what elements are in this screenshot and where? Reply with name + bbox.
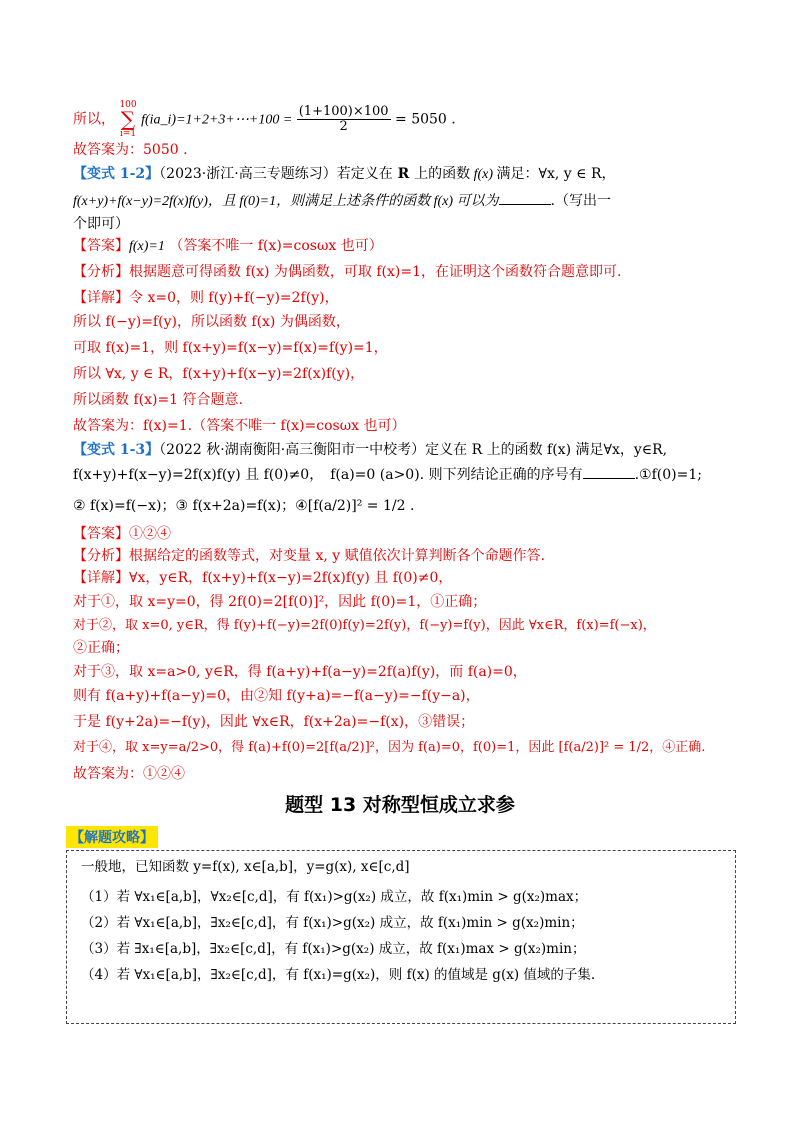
detail-1-line4: 所以 ∀x, y ∈ R，f(x+y)+f(x−y)=2f(x)f(y)， [73, 366, 365, 382]
detail-2-line8: 对于④，取 x=y=a/2>0，得 f(a)+f(0)=2[f(a/2)]²，因为 f(a)=0，f(0)=1，因此 [f(a/2)]² = 1/2，④正确. [73, 740, 706, 755]
variant-1-2-line3: 个即可） [73, 216, 129, 232]
answer-blank [583, 464, 635, 479]
answer-1: 【答案】f(x)=1 （答案不唯一 f(x)=cosωx 也可） [73, 238, 383, 254]
variant-1-3-line2: f(x+y)+f(x−y)=2f(x)f(y) 且 f(0)≠0， f(a)=0 (a>0). 则下列结论正确的序号有 .①f(0)=1; [73, 464, 702, 485]
analysis-2: 【分析】根据给定的函数等式，对变量 x, y 赋值依次计算判断各个命题作答. [73, 548, 546, 564]
analysis-1: 【分析】根据题意可得函数 f(x) 为偶函数，可取 f(x)=1，在证明这个函数符合题意即可. [73, 264, 622, 280]
detail-2-line5: 对于③，取 x=a>0, y∈R，得 f(a+y)+f(a−y)=2f(a)f(y)，而 f(a)=0， [73, 664, 527, 680]
tip-line-3: （3）若 ∃x₁∈[a,b]，∃x₂∈[c,d]，有 f(x₁)>g(x₂) 成立，故 f(x₁)max > g(x₂)min； [81, 941, 586, 957]
detail-2-line4: ②正确； [73, 640, 129, 656]
detail-2: 【详解】∀x，y∈R，f(x+y)+f(x−y)=2f(x)f(y) 且 f(0)≠0， [73, 570, 453, 586]
tip-label: 【解题攻略】 [66, 826, 158, 848]
variant-1-2-line2: f(x+y)+f(x−y)=2f(x)f(y)，且 f(0)=1，则满足上述条件的函数 f(x) 可以为 .（写出一 [73, 190, 611, 212]
tip-box [66, 850, 736, 1024]
tip-line-0: 一般地，已知函数 y=f(x), x∈[a,b]，y=g(x), x∈[c,d] [81, 859, 410, 875]
variant-1-3-line3: ② f(x)=f(−x)；③ f(x+2a)=f(x)；④[f(a/2)]² = 1/2 . [73, 498, 415, 514]
tip-line-2: （2）若 ∀x₁∈[a,b]，∃x₂∈[c,d]，有 f(x₁)>g(x₂) 成立，故 f(x₁)min > g(x₂)min； [81, 915, 584, 931]
tip-line-4: （4）若 ∀x₁∈[a,b]，∃x₂∈[c,d]，有 f(x₁)=g(x₂)，则 f(x) 的值域是 g(x) 值域的子集. [81, 967, 596, 983]
detail-1: 【详解】令 x=0，则 f(y)+f(−y)=2f(y)， [73, 290, 339, 306]
detail-1-line5: 所以函数 f(x)=1 符合题意. [73, 392, 243, 408]
sum-line: 所以， 100 ∑ i=1 f(ia_i)=1+2+3+⋯+100 = $\frac{(1+100)\times 100}{2}$ = 5050 . [73, 100, 456, 139]
sum-symbol: 100 ∑ i=1 [119, 100, 137, 139]
detail-1-line6: 故答案为：f(x)=1.（答案不唯一 f(x)=cosωx 也可） [73, 418, 406, 434]
detail-2-line3: 对于②，取 x=0, y∈R，得 f(y)+f(−y)=2f(0)f(y)=2f(y)，f(−y)=f(y)，因此 ∀x∈R，f(x)=f(−x)， [73, 618, 656, 633]
detail-1-line2: 所以 f(−y)=f(y)，所以函数 f(x) 为偶函数， [73, 314, 350, 330]
answer-line: 故答案为：5050 . [73, 142, 188, 158]
answer-blank [499, 190, 551, 205]
section-title: 题型 13 对称型恒成立求参 [285, 794, 515, 816]
variant-1-2: 【变式 1-2】（2023·浙江·高三专题练习）若定义在 R 上的函数 f(x) 满足：∀x, y ∈ R， [73, 166, 616, 182]
detail-2-line7: 于是 f(y+2a)=−f(y)，因此 ∀x∈R，f(x+2a)=−f(x)，③错误； [73, 714, 475, 730]
detail-1-line3: 可取 f(x)=1，则 f(x+y)=f(x−y)=f(x)=f(y)=1， [73, 340, 388, 356]
answer-2: 【答案】①②④ [73, 526, 171, 542]
tip-line-1: （1）若 ∀x₁∈[a,b]，∀x₂∈[c,d]，有 f(x₁)>g(x₂) 成立，故 f(x₁)min > g(x₂)max； [81, 889, 588, 905]
detail-2-line9: 故答案为：①②④ [73, 766, 185, 782]
detail-2-line2: 对于①，取 x=y=0，得 2f(0)=2[f(0)]²，因此 f(0)=1，①正确； [73, 594, 487, 610]
variant-1-3: 【变式 1-3】（2022 秋·湖南衡阳·高三衡阳市一中校考）定义在 R 上的函数 f(x) 满足∀x，y∈R, [73, 442, 668, 458]
fraction: $\frac{(1+100)\times 100}{2}$ [298, 104, 389, 134]
detail-2-line6: 则有 f(a+y)+f(a−y)=0，由②知 f(y+a)=−f(a−y)=−f(y−a)， [73, 688, 480, 704]
